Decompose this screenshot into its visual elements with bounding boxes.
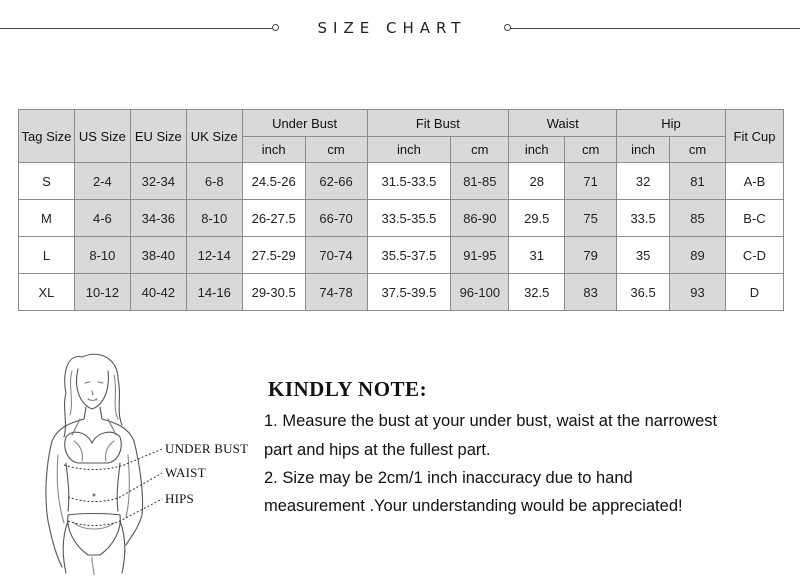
table-cell: 36.5 <box>617 274 670 311</box>
header-fit-bust: Fit Bust <box>367 110 509 137</box>
table-cell: 32.5 <box>509 274 565 311</box>
table-cell: 40-42 <box>130 274 186 311</box>
table-row <box>19 163 784 200</box>
table-cell: 85 <box>670 200 726 237</box>
table-cell: 26-27.5 <box>242 200 305 237</box>
table-cell: 37.5-39.5 <box>367 274 451 311</box>
table-cell: 89 <box>670 237 726 274</box>
under-bust-label: UNDER BUST <box>165 441 249 456</box>
header-rule-right <box>510 28 800 29</box>
table-cell: 10-12 <box>74 274 130 311</box>
table-cell: 31.5-33.5 <box>367 163 451 200</box>
unit-header: inch <box>367 137 451 163</box>
table-cell: 83 <box>565 274 617 311</box>
table-cell: 81 <box>670 163 726 200</box>
table-cell: 28 <box>509 163 565 200</box>
note-line-3: 2. Size may be 2cm/1 inch inaccuracy due to hand <box>264 469 633 487</box>
table-cell: 93 <box>670 274 726 311</box>
table-cell: 4-6 <box>74 200 130 237</box>
table-row <box>19 237 784 274</box>
header-ornament-left <box>272 24 279 31</box>
note-title: KINDLY NOTE: <box>268 377 428 401</box>
unit-header: cm <box>305 137 367 163</box>
note-line-2: part and hips at the fullest part. <box>264 441 491 459</box>
table-cell: C-D <box>725 237 783 274</box>
unit-header: inch <box>509 137 565 163</box>
header-eu-size: EU Size <box>130 110 186 163</box>
size-chart-table <box>18 109 784 311</box>
table-cell: 8-10 <box>186 200 242 237</box>
table-cell: 24.5-26 <box>242 163 305 200</box>
table-cell: 35.5-37.5 <box>367 237 451 274</box>
table-cell: 70-74 <box>305 237 367 274</box>
briefs-outline <box>68 514 121 556</box>
table-cell: 66-70 <box>305 200 367 237</box>
unit-header: cm <box>670 137 726 163</box>
table-cell: L <box>19 237 75 274</box>
table-cell: 62-66 <box>305 163 367 200</box>
table-cell: 32-34 <box>130 163 186 200</box>
header-fit-cup: Fit Cup <box>725 110 783 163</box>
bra-outline <box>65 432 122 463</box>
waist-label: WAIST <box>165 465 206 480</box>
header-uk-size: UK Size <box>186 110 242 163</box>
note-line-1: 1. Measure the bust at your under bust, waist at the narrowest <box>264 412 718 430</box>
table-cell: A-B <box>725 163 783 200</box>
table-cell: 38-40 <box>130 237 186 274</box>
table-cell: 81-85 <box>451 163 509 200</box>
table-cell: D <box>725 274 783 311</box>
table-cell: 14-16 <box>186 274 242 311</box>
unit-header: inch <box>242 137 305 163</box>
page-title: SIZE CHART <box>317 19 467 37</box>
table-cell: S <box>19 163 75 200</box>
table-cell: 27.5-29 <box>242 237 305 274</box>
body-measurement-illustration <box>22 345 262 575</box>
unit-header: cm <box>451 137 509 163</box>
hips-label: HIPS <box>165 491 194 506</box>
table-cell: 29.5 <box>509 200 565 237</box>
table-cell: XL <box>19 274 75 311</box>
header-rule-left <box>0 28 272 29</box>
table-cell: 96-100 <box>451 274 509 311</box>
table-cell: 31 <box>509 237 565 274</box>
table-cell: 33.5-35.5 <box>367 200 451 237</box>
header-us-size: US Size <box>74 110 130 163</box>
table-header-row <box>19 110 784 137</box>
table-row <box>19 274 784 311</box>
table-cell: M <box>19 200 75 237</box>
header-hip: Hip <box>617 110 726 137</box>
header-under-bust: Under Bust <box>242 110 367 137</box>
table-cell: 6-8 <box>186 163 242 200</box>
table-cell: 33.5 <box>617 200 670 237</box>
hair-outline <box>64 354 122 437</box>
table-cell: 29-30.5 <box>242 274 305 311</box>
table-cell: 12-14 <box>186 237 242 274</box>
table-cell: 79 <box>565 237 617 274</box>
table-cell: 8-10 <box>74 237 130 274</box>
table-cell: 35 <box>617 237 670 274</box>
table-cell: 71 <box>565 163 617 200</box>
unit-header: cm <box>565 137 617 163</box>
table-cell: B-C <box>725 200 783 237</box>
table-cell: 2-4 <box>74 163 130 200</box>
table-cell: 74-78 <box>305 274 367 311</box>
table-cell: 34-36 <box>130 200 186 237</box>
header-waist: Waist <box>509 110 617 137</box>
hips-guide <box>68 499 162 526</box>
under-bust-guide <box>64 449 162 470</box>
unit-header: inch <box>617 137 670 163</box>
waist-guide <box>68 473 162 502</box>
table-cell: 91-95 <box>451 237 509 274</box>
header-tag-size: Tag Size <box>19 110 75 163</box>
table-cell: 75 <box>565 200 617 237</box>
table-cell: 32 <box>617 163 670 200</box>
face-outline <box>77 369 109 409</box>
note-line-4: measurement .Your understanding would be appreciated! <box>264 497 683 515</box>
table-row <box>19 200 784 237</box>
table-cell: 86-90 <box>451 200 509 237</box>
